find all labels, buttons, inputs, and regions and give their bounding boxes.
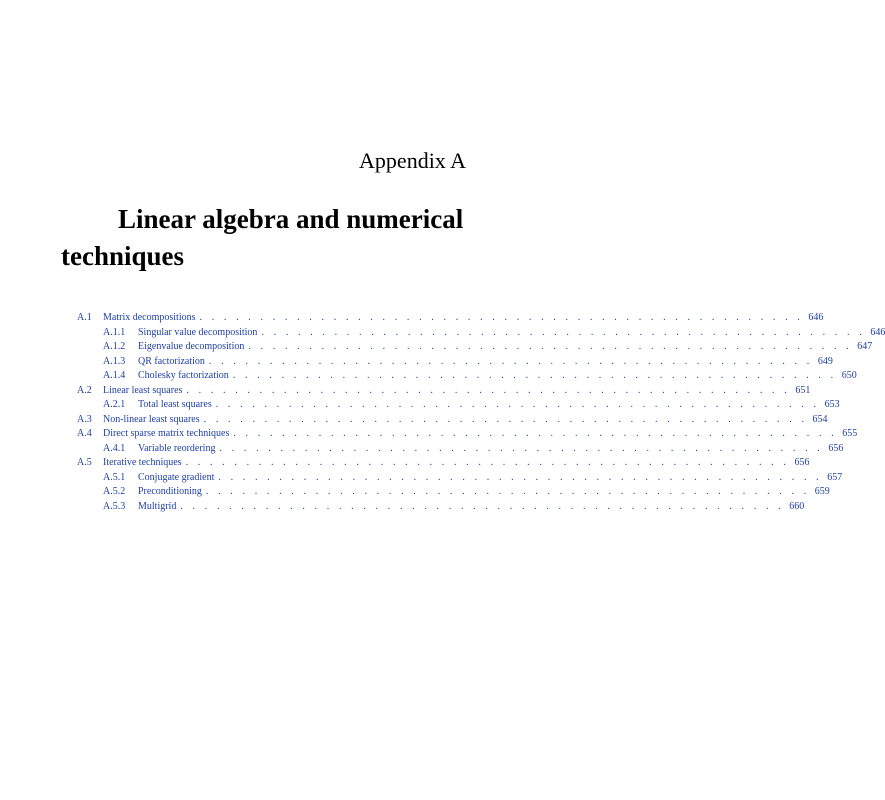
toc-entry-title: Eigenvalue decomposition <box>138 341 245 352</box>
toc-entry-page: 659 <box>814 486 830 497</box>
toc-dot-leader: . . . . . . . . . . . . . . . . . . . . . . . . . . . . . . . . . . . . . . . . . . . . . . . . . . <box>232 370 837 381</box>
toc-entry-a4-1[interactable] <box>77 442 844 457</box>
table-of-contents <box>77 311 885 514</box>
toc-entry-page: 656 <box>828 442 844 454</box>
toc-entry-page: 646 <box>808 312 824 323</box>
toc-entry-number: A.4 <box>77 428 92 439</box>
toc-entry-number: A.2 <box>77 384 92 396</box>
toc-entry-page: 653 <box>824 399 840 410</box>
toc-dot-leader: . . . . . . . . . . . . . . . . . . . . . . . . . . . . . . . . . . . . . . . . . . . . . . . . . . <box>218 471 823 483</box>
toc-entry-title: Non-linear least squares <box>103 413 200 425</box>
toc-entry-number: A.1.4 <box>103 370 126 381</box>
toc-entry-title: Conjugate gradient <box>138 471 215 483</box>
toc-dot-leader: . . . . . . . . . . . . . . . . . . . . . . . . . . . . . . . . . . . . . . . . . . . . . . . . . . <box>208 355 813 367</box>
toc-entry-title: Iterative techniques <box>103 457 182 468</box>
toc-entry-number: A.5.2 <box>103 486 126 497</box>
toc-dot-leader: . . . . . . . . . . . . . . . . . . . . . . . . . . . . . . . . . . . . . . . . . . . . . . . . . . <box>186 384 791 396</box>
toc-entry-page: 647 <box>857 341 873 352</box>
toc-entry-a3[interactable] <box>77 413 828 428</box>
toc-dot-leader: . . . . . . . . . . . . . . . . . . . . . . . . . . . . . . . . . . . . . . . . . . . . . . . . . . <box>233 428 838 439</box>
toc-entry-a2-1[interactable] <box>77 398 840 413</box>
toc-entry-a5[interactable] <box>77 456 810 471</box>
toc-dot-leader: . . . . . . . . . . . . . . . . . . . . . . . . . . . . . . . . . . . . . . . . . . . . . . . . . . <box>205 486 810 497</box>
toc-entry-number: A.1.2 <box>103 341 126 352</box>
toc-entry-title: Singular value decomposition <box>138 326 258 338</box>
toc-dot-leader: . . . . . . . . . . . . . . . . . . . . . . . . . . . . . . . . . . . . . . . . . . . . . . . . . . <box>219 442 824 454</box>
toc-dot-leader: . . . . . . . . . . . . . . . . . . . . . . . . . . . . . . . . . . . . . . . . . . . . . . . . . . <box>261 326 866 338</box>
toc-entry-title: Cholesky factorization <box>138 370 229 381</box>
toc-entry-number: A.3 <box>77 413 92 425</box>
toc-entry-number: A.4.1 <box>103 442 126 454</box>
toc-entry-title: Direct sparse matrix techniques <box>103 428 230 439</box>
toc-entry-number: A.5.3 <box>103 500 126 512</box>
toc-entry-title: Total least squares <box>138 399 212 410</box>
toc-dot-leader: . . . . . . . . . . . . . . . . . . . . . . . . . . . . . . . . . . . . . . . . . . . . . . . . . . <box>248 341 853 352</box>
toc-entry-a1[interactable] <box>77 311 824 326</box>
toc-entry-a1-3[interactable] <box>77 355 833 370</box>
toc-entry-title: Matrix decompositions <box>103 312 196 323</box>
appendix-label: Appendix A <box>359 148 466 173</box>
toc-entry-number: A.5.1 <box>103 471 126 483</box>
toc-entry-page: 656 <box>794 457 810 468</box>
toc-entry-title: Variable reordering <box>138 442 216 454</box>
toc-entry-a1-4[interactable] <box>77 369 857 384</box>
toc-entry-title: Preconditioning <box>138 486 202 497</box>
toc-entry-page: 650 <box>841 370 857 381</box>
toc-entry-number: A.1.3 <box>103 355 126 367</box>
toc-dot-leader: . . . . . . . . . . . . . . . . . . . . . . . . . . . . . . . . . . . . . . . . . . . . . . . . . . <box>215 399 820 410</box>
toc-entry-page: 655 <box>842 428 858 439</box>
toc-dot-leader: . . . . . . . . . . . . . . . . . . . . . . . . . . . . . . . . . . . . . . . . . . . . . . . . . . <box>203 413 808 425</box>
toc-dot-leader: . . . . . . . . . . . . . . . . . . . . . . . . . . . . . . . . . . . . . . . . . . . . . . . . . . <box>199 312 804 323</box>
toc-entry-page: 660 <box>789 500 805 512</box>
toc-entry-title: Linear least squares <box>103 384 183 396</box>
toc-entry-a5-1[interactable] <box>77 471 843 486</box>
toc-entry-a1-2[interactable] <box>77 340 873 355</box>
chapter-title: Linear algebra and numerical techniques <box>61 204 464 271</box>
toc-entry-page: 654 <box>812 413 828 425</box>
toc-entry-number: A.5 <box>77 457 92 468</box>
toc-entry-title: Multigrid <box>138 500 177 512</box>
toc-dot-leader: . . . . . . . . . . . . . . . . . . . . . . . . . . . . . . . . . . . . . . . . . . . . . . . . . . <box>180 500 785 512</box>
toc-entry-a4[interactable] <box>77 427 858 442</box>
toc-entry-number: A.1.1 <box>103 326 126 338</box>
toc-entry-title: QR factorization <box>138 355 205 367</box>
toc-entry-a1-1[interactable] <box>77 326 885 341</box>
toc-entry-page: 657 <box>827 471 843 483</box>
toc-entry-a2[interactable] <box>77 384 811 399</box>
toc-entry-number: A.1 <box>77 312 92 323</box>
toc-dot-leader: . . . . . . . . . . . . . . . . . . . . . . . . . . . . . . . . . . . . . . . . . . . . . . . . . . <box>185 457 790 468</box>
toc-entry-a5-2[interactable] <box>77 485 830 500</box>
toc-entry-page: 651 <box>795 384 811 396</box>
toc-entry-number: A.2.1 <box>103 399 126 410</box>
toc-entry-a5-3[interactable] <box>77 500 805 515</box>
toc-entry-page: 646 <box>870 326 885 338</box>
toc-entry-page: 649 <box>817 355 833 367</box>
